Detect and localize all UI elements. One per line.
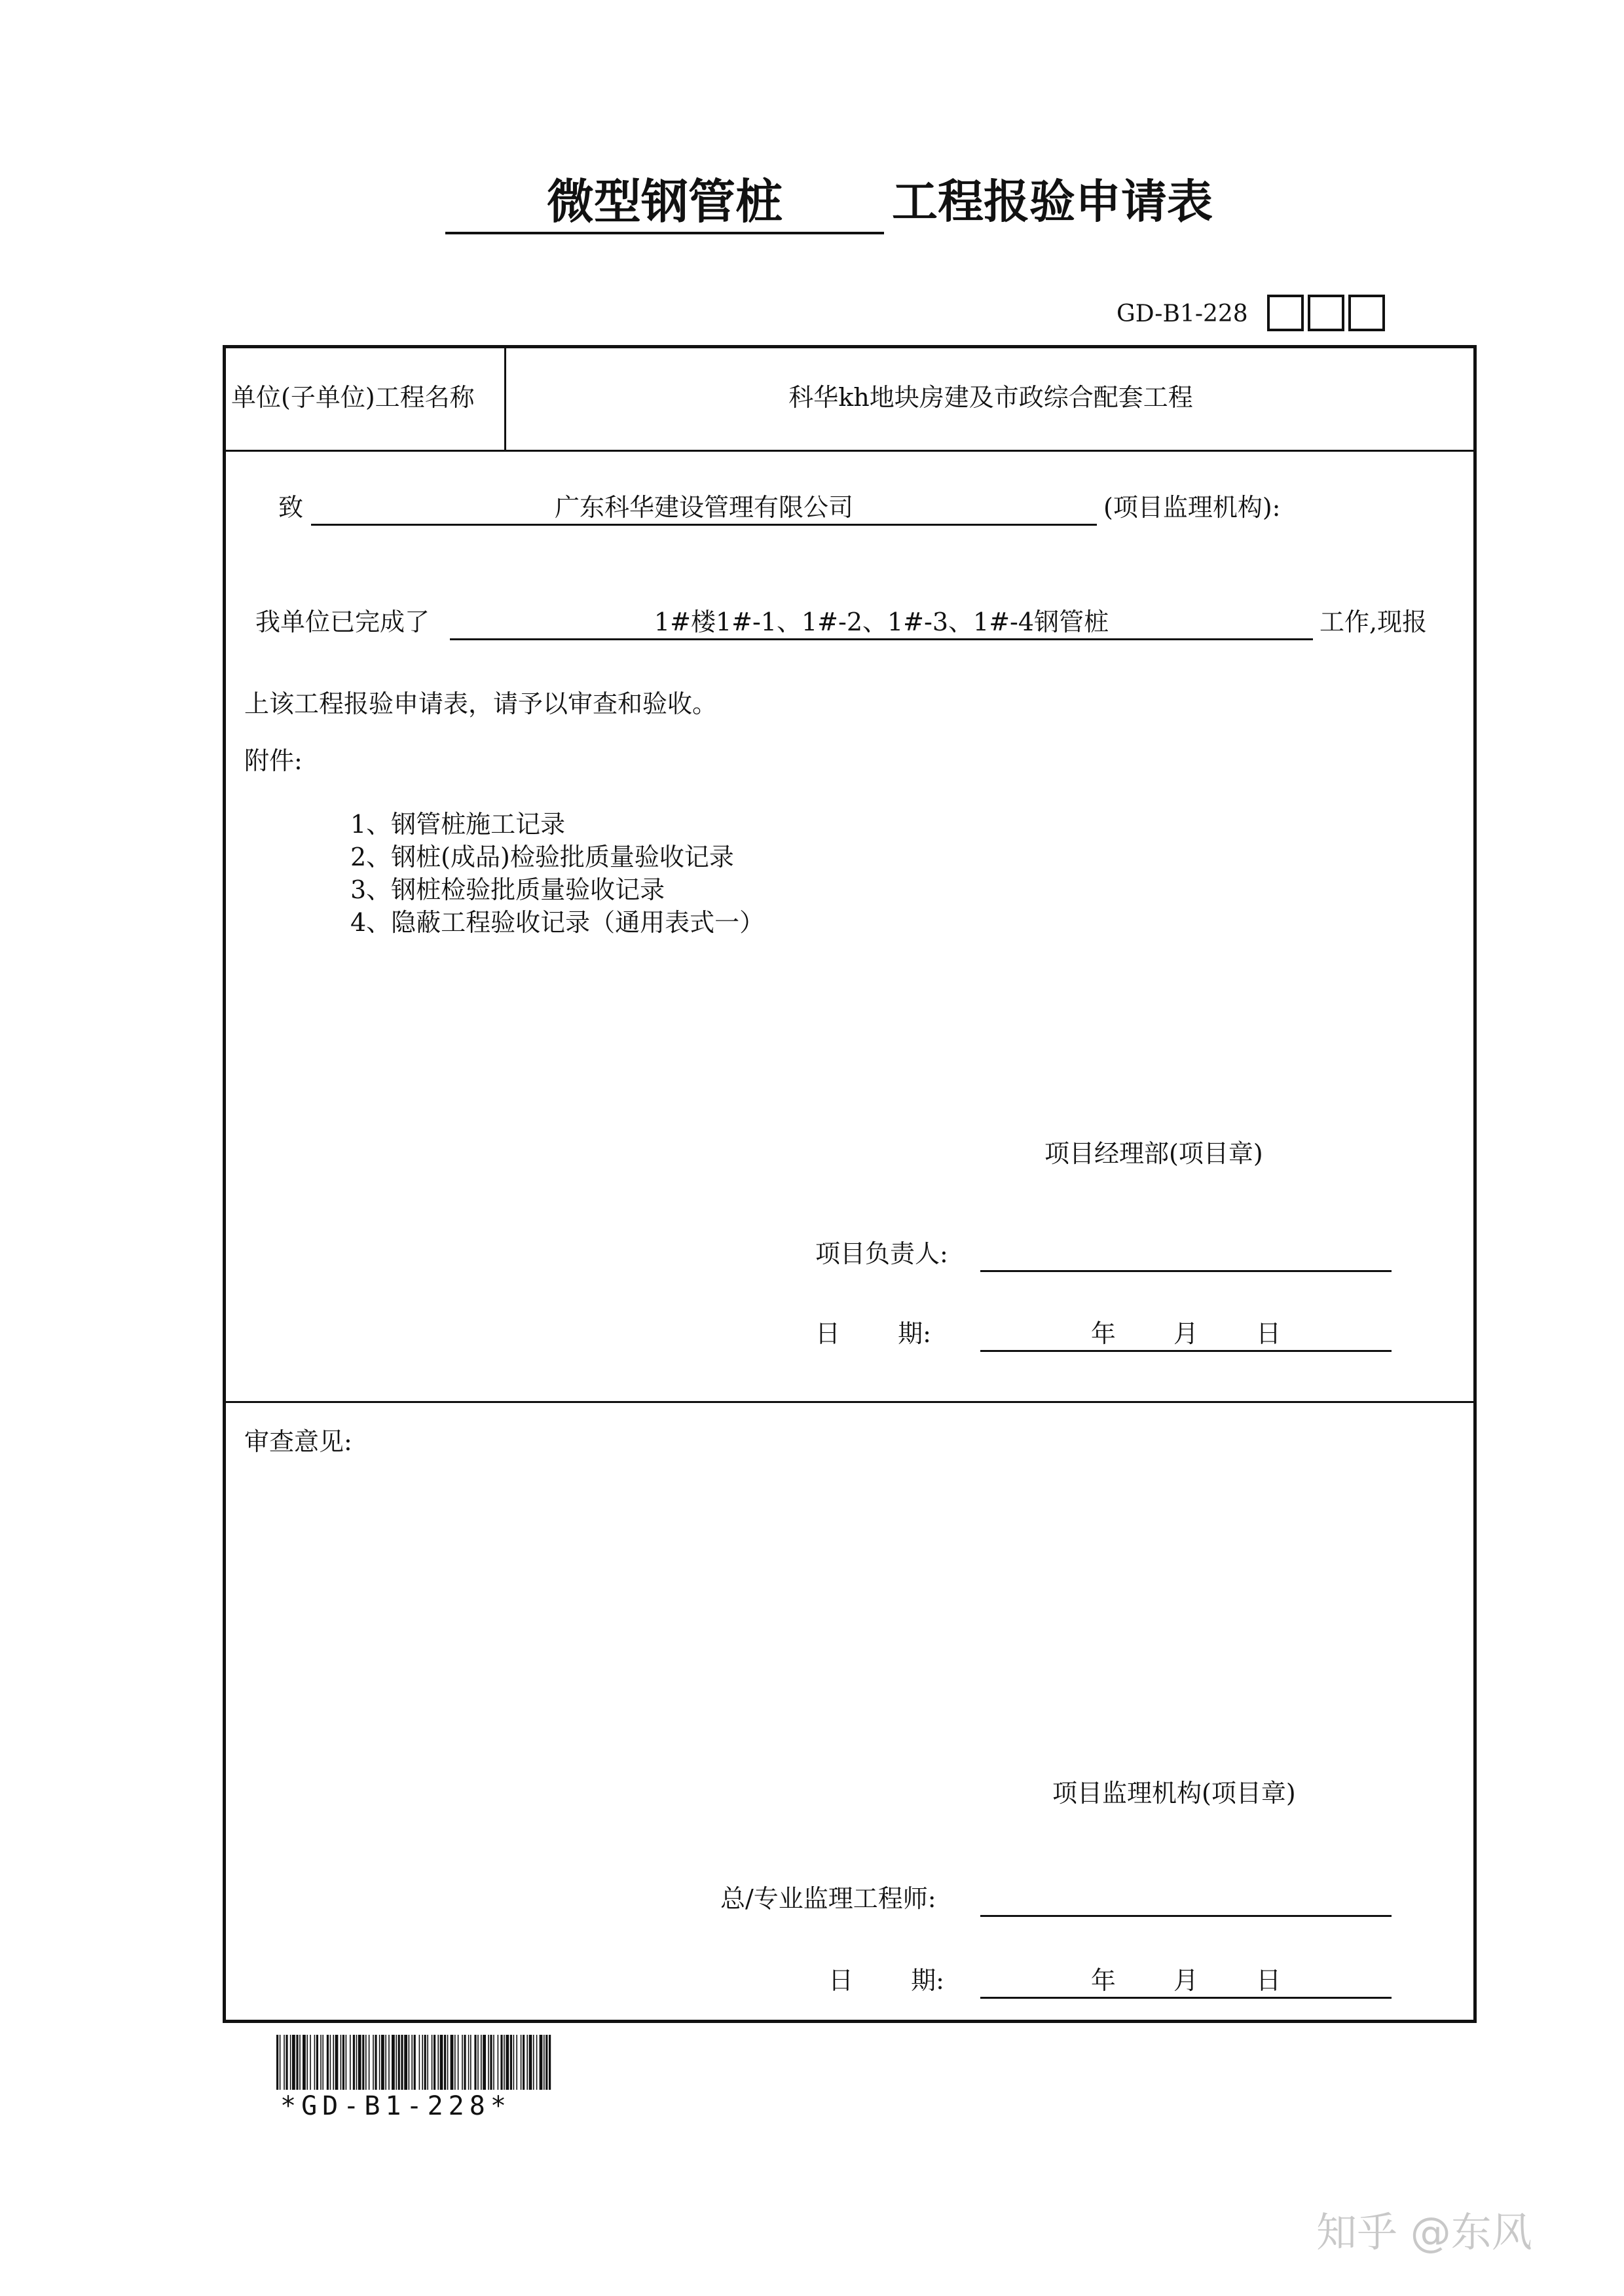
engineer-field[interactable]	[980, 1882, 1392, 1917]
code-boxes	[1267, 295, 1389, 331]
form-code: GD-B1-228	[1116, 301, 1248, 327]
request-line: 上该工程报验申请表，请予以审查和验收。	[244, 689, 718, 718]
project-dept-seal-label: 项目经理部(项目章)	[1044, 1139, 1263, 1168]
code-box-2[interactable]	[1308, 295, 1344, 331]
project-name-value[interactable]: 科华kh地块房建及市政综合配套工程	[788, 383, 1193, 412]
attachment-item: 1、钢管桩施工记录	[350, 810, 566, 839]
code-box-3[interactable]	[1348, 295, 1385, 331]
completed-suffix: 工作,现报	[1320, 608, 1428, 636]
to-prefix: 致	[278, 493, 304, 522]
completed-work-field[interactable]: 1#楼1#-1、1#-2、1#-3、1#-4钢管桩	[450, 606, 1313, 640]
apply-date-field[interactable]: 年 月 日	[980, 1317, 1392, 1352]
review-date-label: 日 期:	[828, 1966, 944, 1995]
responsible-label: 项目负责人:	[815, 1239, 948, 1268]
form-title	[445, 172, 1244, 237]
completed-prefix: 我单位已完成了	[255, 608, 430, 636]
barcode-text: *GD-B1-228*	[280, 2091, 511, 2121]
supervision-seal-label: 项目监理机构(项目章)	[1052, 1779, 1296, 1808]
engineer-label: 总/专业监理工程师:	[720, 1884, 936, 1913]
apply-date-label: 日 期:	[815, 1319, 931, 1348]
attachments-label: 附件:	[244, 746, 303, 775]
to-company-field[interactable]: 广东科华建设管理有限公司	[311, 491, 1097, 526]
watermark: 知乎 @东风	[1316, 2208, 1532, 2256]
responsible-field[interactable]	[980, 1237, 1392, 1272]
review-date-field[interactable]: 年 月 日	[980, 1964, 1392, 1999]
to-suffix: (项目监理机构):	[1103, 493, 1281, 522]
row-divider-2	[226, 1401, 1473, 1403]
attachment-item: 2、钢桩(成品)检验批质量验收记录	[350, 843, 734, 871]
title-text: 工程报验申请表	[892, 175, 1213, 228]
review-opinion-label: 审查意见:	[244, 1427, 352, 1456]
form-table	[223, 345, 1477, 2023]
title-project-type: 微型钢管桩	[445, 172, 884, 234]
project-name-label: 单位(子单位)工程名称	[231, 383, 475, 412]
attachment-item: 4、隐蔽工程验收记录（通用表式一）	[350, 908, 765, 937]
row-divider-1	[226, 450, 1473, 452]
attachment-item: 3、钢桩检验批质量验收记录	[350, 875, 665, 904]
barcode-image	[276, 2035, 551, 2090]
code-box-1[interactable]	[1267, 295, 1304, 331]
